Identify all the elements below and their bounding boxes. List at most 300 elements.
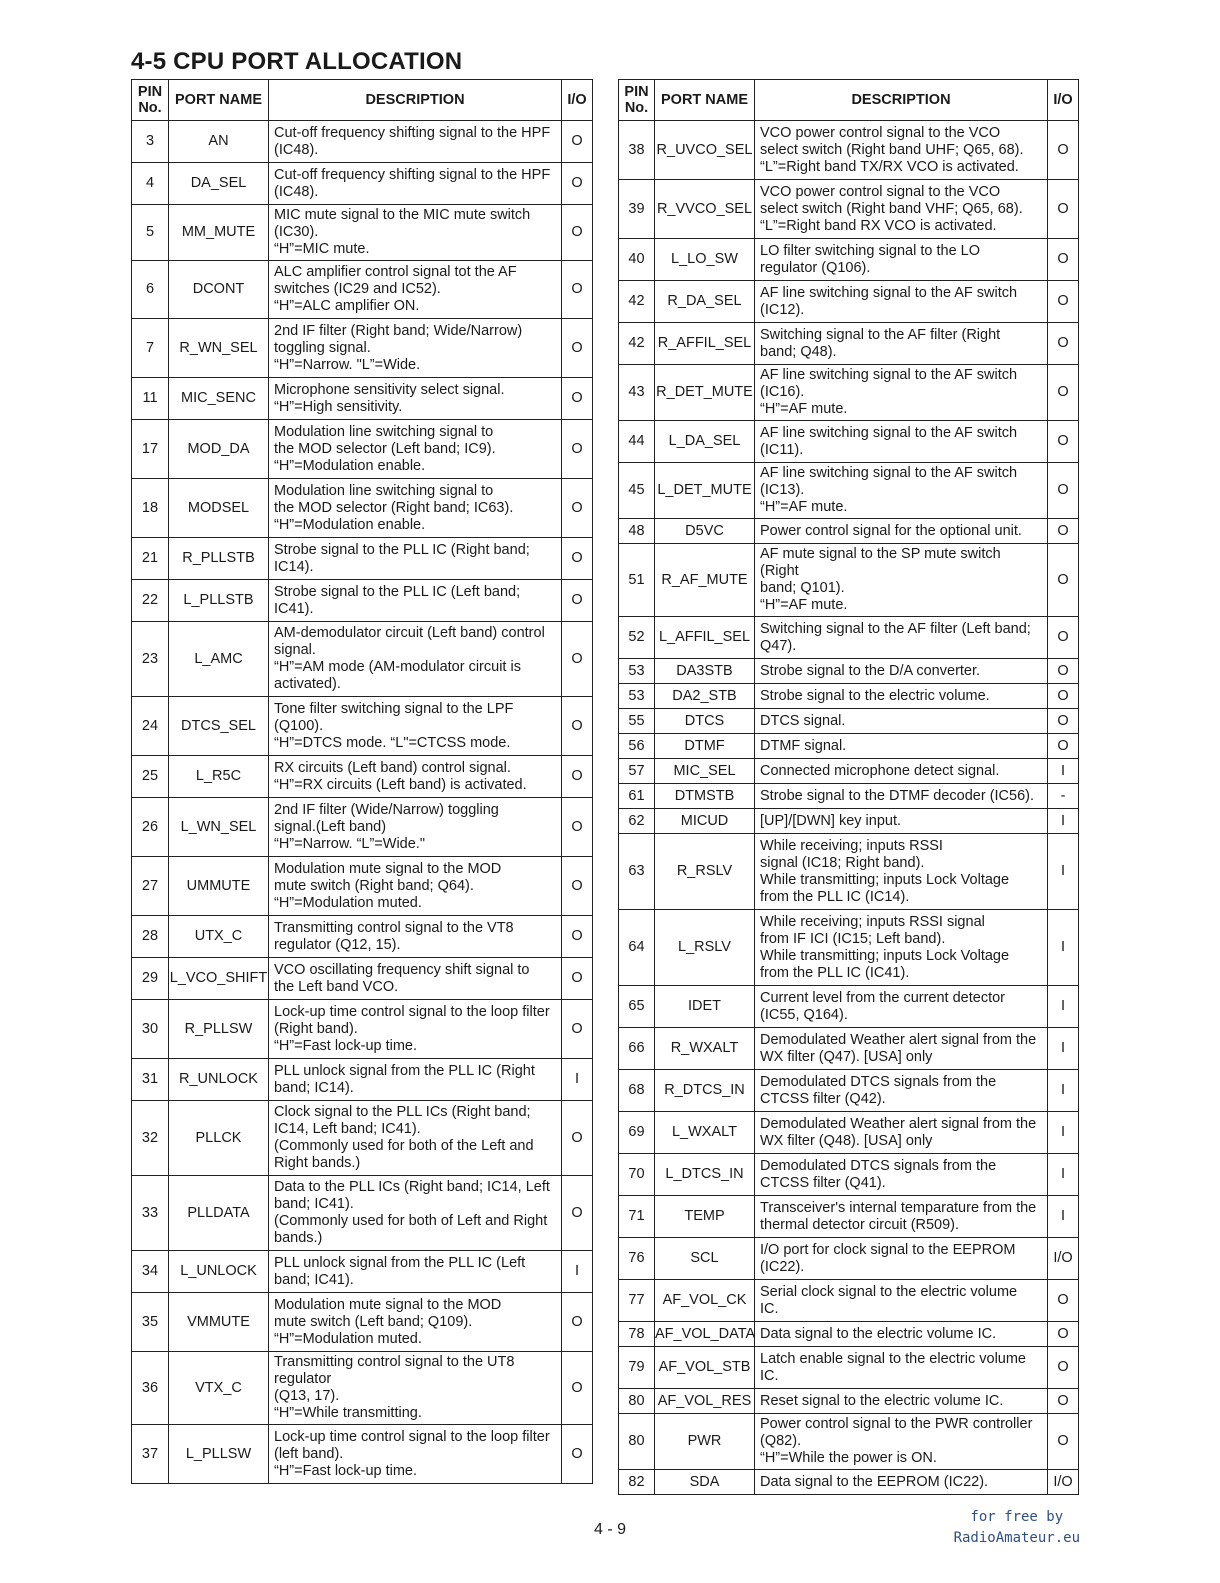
- description-line: IC.: [760, 1367, 779, 1384]
- pin-number: 35: [132, 1293, 169, 1352]
- table-row: [619, 1112, 1079, 1154]
- description-line: Transmitting control signal to the VT8: [274, 919, 514, 936]
- description: [755, 1414, 1048, 1470]
- description: [755, 709, 1048, 734]
- description-line: (Q100).: [274, 717, 324, 734]
- description: [755, 784, 1048, 809]
- port-name: MICUD: [655, 809, 755, 834]
- port-name: PWR: [655, 1414, 755, 1470]
- pin-number: 43: [619, 365, 655, 421]
- io-type: O: [1048, 281, 1079, 323]
- watermark-line: RadioAmateur.eu: [953, 1530, 1080, 1546]
- table-row: [619, 784, 1079, 809]
- description-line: band; Q101).: [760, 580, 845, 596]
- description-line: Demodulated DTCS signals from the: [760, 1157, 997, 1174]
- description-line: thermal detector circuit (R509).: [760, 1216, 960, 1233]
- table-row: [132, 798, 593, 857]
- table-row: [619, 759, 1079, 784]
- description-line: select switch (Right band UHF; Q65, 68).: [760, 141, 1024, 158]
- description: [755, 1238, 1048, 1280]
- description: [755, 734, 1048, 759]
- port-name: L_LO_SW: [655, 239, 755, 281]
- description: [755, 180, 1048, 239]
- description-line: Microphone sensitivity select signal.: [274, 381, 505, 398]
- description-line: “H”=Modulation enable.: [274, 457, 426, 474]
- pin-number: 40: [619, 239, 655, 281]
- description-line: “H”=DTCS mode. “L"=CTCSS mode.: [274, 734, 511, 751]
- port-name: L_RSLV: [655, 910, 755, 986]
- description: [755, 365, 1048, 421]
- table-row: [132, 420, 593, 479]
- table-row: [132, 1000, 593, 1059]
- io-type: I: [1048, 759, 1079, 784]
- pin-number: 18: [132, 479, 169, 538]
- header-io: I/O: [1048, 80, 1079, 121]
- pin-number: 80: [619, 1389, 655, 1414]
- description-line: Transmitting control signal to the UT8 regulator: [274, 1354, 515, 1387]
- description-line: WX filter (Q47). [USA] only: [760, 1048, 933, 1065]
- table-row: [619, 709, 1079, 734]
- table-row: [132, 538, 593, 580]
- description-line: Strobe signal to the PLL IC (Left band;: [274, 583, 521, 600]
- port-name: DTCS: [655, 709, 755, 734]
- description: [269, 916, 562, 958]
- io-type: I: [1048, 1196, 1079, 1238]
- pin-number: 26: [132, 798, 169, 857]
- description: [755, 659, 1048, 684]
- io-type: O: [1048, 239, 1079, 281]
- io-type: O: [1048, 463, 1079, 519]
- pin-number: 32: [132, 1101, 169, 1176]
- pin-number: 68: [619, 1070, 655, 1112]
- description-line: PLL unlock signal from the PLL IC (Left: [274, 1254, 526, 1271]
- description: [755, 834, 1048, 910]
- description: [755, 1322, 1048, 1347]
- description-line: AF line switching signal to the AF switch (IC13).: [760, 465, 1018, 498]
- io-type: O: [562, 958, 593, 1000]
- port-name: AF_VOL_DATA: [655, 1322, 755, 1347]
- pin-number: 44: [619, 421, 655, 463]
- table-header-row: [132, 80, 593, 121]
- description-line: Serial clock signal to the electric volume: [760, 1283, 1018, 1300]
- description-line: Modulation line switching signal to: [274, 423, 494, 440]
- io-type: O: [1048, 1280, 1079, 1322]
- pin-number: 42: [619, 281, 655, 323]
- port-name: MOD_DA: [169, 420, 269, 479]
- description-line: band; IC41).: [274, 1271, 354, 1288]
- port-name: R_RSLV: [655, 834, 755, 910]
- port-name: PLLCK: [169, 1101, 269, 1176]
- port-name: DA3STB: [655, 659, 755, 684]
- description-line: signal (IC18; Right band).: [760, 854, 925, 871]
- table-row: [619, 1389, 1079, 1414]
- port-name: R_DET_MUTE: [655, 365, 755, 421]
- description-line: 2nd IF filter (Wide/Narrow) toggling: [274, 801, 499, 818]
- pin-number: 31: [132, 1059, 169, 1101]
- port-name: PLLDATA: [169, 1176, 269, 1251]
- description: [755, 684, 1048, 709]
- table-row: [132, 121, 593, 163]
- description-line: Data signal to the EEPROM (IC22).: [760, 1473, 989, 1490]
- description: [755, 1280, 1048, 1322]
- description-line: “H”=Narrow. “L”=Wide.": [274, 835, 425, 852]
- description: [755, 910, 1048, 986]
- pin-number: 17: [132, 420, 169, 479]
- port-name: R_DTCS_IN: [655, 1070, 755, 1112]
- description-line: “H”=Fast lock-up time.: [274, 1462, 418, 1479]
- description-line: from the PLL IC (IC14).: [760, 888, 910, 905]
- description: [269, 857, 562, 916]
- description-line: IC14, Left band; IC41).: [274, 1121, 421, 1137]
- port-name: R_DA_SEL: [655, 281, 755, 323]
- pin-number: 42: [619, 323, 655, 365]
- table-row: [619, 684, 1079, 709]
- io-type: O: [1048, 544, 1079, 617]
- table-header-row: [619, 80, 1079, 121]
- description-line: Cut-off frequency shifting signal to the HPF: [274, 124, 551, 141]
- io-type: O: [562, 205, 593, 261]
- table-row: [619, 121, 1079, 180]
- watermark: [954, 1507, 1080, 1549]
- table-row: [619, 180, 1079, 239]
- port-name: L_R5C: [169, 756, 269, 798]
- description-line: Cut-off frequency shifting signal to the HPF: [274, 166, 551, 183]
- io-type: O: [1048, 519, 1079, 544]
- pin-number: 23: [132, 622, 169, 697]
- description-line: signal.: [274, 642, 316, 658]
- port-name: R_PLLSW: [169, 1000, 269, 1059]
- description-line: Reset signal to the electric volume IC.: [760, 1392, 1004, 1409]
- header-pin: PIN No.: [132, 80, 169, 121]
- port-name: L_PLLSW: [169, 1425, 269, 1484]
- table-row: [619, 834, 1079, 910]
- pin-number: 38: [619, 121, 655, 180]
- description-line: “H”=Modulation enable.: [274, 516, 426, 533]
- table-row: [619, 519, 1079, 544]
- description-line: AF mute signal to the SP mute switch (Right: [760, 546, 1001, 579]
- port-name: L_AMC: [169, 622, 269, 697]
- port-name: L_VCO_SHIFT: [169, 958, 269, 1000]
- io-type: O: [562, 121, 593, 163]
- pin-number: 62: [619, 809, 655, 834]
- pin-number: 48: [619, 519, 655, 544]
- io-type: O: [1048, 1414, 1079, 1470]
- pin-number: 29: [132, 958, 169, 1000]
- description: [269, 1000, 562, 1059]
- table-row: [619, 544, 1079, 617]
- table-row: [619, 1238, 1079, 1280]
- table-row: [132, 1251, 593, 1293]
- description: [269, 1101, 562, 1176]
- page-title: 4-5 CPU PORT ALLOCATION: [131, 48, 463, 75]
- port-table-left: [131, 79, 593, 1484]
- description: [269, 121, 562, 163]
- table-row: [619, 659, 1079, 684]
- description-line: Transceiver's internal temparature from the: [760, 1199, 1037, 1216]
- io-type: O: [562, 1352, 593, 1425]
- pin-number: 61: [619, 784, 655, 809]
- description-line: Clock signal to the PLL ICs (Right band;: [274, 1104, 531, 1120]
- port-name: MODSEL: [169, 479, 269, 538]
- description-line: toggling signal.: [274, 339, 371, 356]
- description-line: Modulation line switching signal to: [274, 482, 494, 499]
- pin-number: 21: [132, 538, 169, 580]
- description: [269, 1176, 562, 1251]
- pin-number: 34: [132, 1251, 169, 1293]
- description: [269, 319, 562, 378]
- description-line: AF line switching signal to the AF switch (IC16).: [760, 367, 1018, 400]
- pin-number: 76: [619, 1238, 655, 1280]
- io-type: O: [1048, 365, 1079, 421]
- description-line: Connected microphone detect signal.: [760, 762, 1000, 779]
- description-line: DTCS signal.: [760, 712, 846, 729]
- pin-number: 30: [132, 1000, 169, 1059]
- description: [269, 1352, 562, 1425]
- description: [755, 519, 1048, 544]
- description: [755, 1470, 1048, 1495]
- description-line: AF line switching signal to the AF switch: [760, 284, 1018, 301]
- description-line: mute switch (Right band; Q64).: [274, 877, 474, 894]
- description-line: (Commonly used for both of the Left and: [274, 1138, 534, 1154]
- pin-number: 5: [132, 205, 169, 261]
- description-line: (Q82).: [760, 1433, 802, 1449]
- description: [269, 958, 562, 1000]
- header-description: DESCRIPTION: [269, 80, 562, 121]
- io-type: O: [562, 1293, 593, 1352]
- description-line: Lock-up time control signal to the loop filter: [274, 1003, 550, 1020]
- description-line: “H”=While transmitting.: [274, 1405, 422, 1421]
- io-type: I: [562, 1059, 593, 1101]
- pin-number: 64: [619, 910, 655, 986]
- io-type: O: [562, 1425, 593, 1484]
- description-line: Lock-up time control signal to the loop filter: [274, 1428, 550, 1445]
- description-line: (IC48).: [274, 141, 319, 158]
- port-name: L_UNLOCK: [169, 1251, 269, 1293]
- table-row: [132, 1352, 593, 1425]
- description: [269, 1425, 562, 1484]
- table-row: [132, 916, 593, 958]
- table-row: [619, 1028, 1079, 1070]
- table-row: [619, 1322, 1079, 1347]
- port-name: MIC_SEL: [655, 759, 755, 784]
- description-line: signal.(Left band): [274, 818, 387, 835]
- description-line: CTCSS filter (Q42).: [760, 1090, 886, 1107]
- port-name: L_AFFIL_SEL: [655, 617, 755, 659]
- description-line: the Left band VCO.: [274, 978, 399, 995]
- io-type: O: [1048, 323, 1079, 365]
- pin-number: 36: [132, 1352, 169, 1425]
- description-line: IC41).: [274, 600, 314, 617]
- description-line: (Commonly used for both of Left and Right: [274, 1213, 548, 1229]
- description-line: Strobe signal to the D/A converter.: [760, 662, 981, 679]
- table-row: [132, 580, 593, 622]
- pin-number: 78: [619, 1322, 655, 1347]
- description-line: (Right band).: [274, 1020, 358, 1037]
- io-type: O: [562, 756, 593, 798]
- port-name: L_DTCS_IN: [655, 1154, 755, 1196]
- description-line: PLL unlock signal from the PLL IC (Right: [274, 1062, 535, 1079]
- description-line: “L”=Right band TX/RX VCO is activated.: [760, 158, 1019, 175]
- port-table-right: [618, 79, 1079, 1495]
- description-line: Demodulated Weather alert signal from the: [760, 1031, 1037, 1048]
- description-line: AM-demodulator circuit (Left band) control: [274, 625, 545, 641]
- description: [269, 378, 562, 420]
- description-line: bands.): [274, 1230, 323, 1246]
- description-line: (IC11).: [760, 441, 804, 458]
- pin-number: 22: [132, 580, 169, 622]
- io-type: I: [1048, 1112, 1079, 1154]
- table-row: [132, 756, 593, 798]
- page-number: 4 - 9: [593, 1521, 626, 1538]
- io-type: O: [562, 857, 593, 916]
- description-line: Switching signal to the AF filter (Left band;: [760, 620, 1031, 637]
- description: [269, 205, 562, 261]
- io-type: O: [562, 163, 593, 205]
- io-type: O: [562, 1000, 593, 1059]
- description-line: band; IC14).: [274, 1079, 354, 1096]
- description-line: Modulation mute signal to the MOD: [274, 860, 502, 877]
- pin-number: 39: [619, 180, 655, 239]
- io-type: O: [1048, 180, 1079, 239]
- pin-number: 57: [619, 759, 655, 784]
- description: [755, 617, 1048, 659]
- description-line: Strobe signal to the electric volume.: [760, 687, 990, 704]
- io-type: -: [1048, 784, 1079, 809]
- io-type: O: [562, 420, 593, 479]
- description-line: from IF ICI (IC15; Left band).: [760, 930, 946, 947]
- io-type: O: [562, 538, 593, 580]
- table-row: [132, 1059, 593, 1101]
- table-row: [619, 421, 1079, 463]
- io-type: I: [1048, 1070, 1079, 1112]
- description: [755, 1070, 1048, 1112]
- port-name: AF_VOL_RES: [655, 1389, 755, 1414]
- port-name: L_PLLSTB: [169, 580, 269, 622]
- description: [755, 759, 1048, 784]
- io-type: O: [562, 479, 593, 538]
- description: [755, 239, 1048, 281]
- description-line: regulator (Q106).: [760, 259, 871, 276]
- table-row: [619, 281, 1079, 323]
- table-row: [619, 323, 1079, 365]
- description-line: VCO power control signal to the VCO: [760, 124, 1001, 141]
- io-type: I: [1048, 1028, 1079, 1070]
- port-name: D5VC: [655, 519, 755, 544]
- description-line: “H”=AF mute.: [760, 597, 848, 613]
- description: [755, 809, 1048, 834]
- description: [269, 1293, 562, 1352]
- pin-number: 56: [619, 734, 655, 759]
- port-name: R_UVCO_SEL: [655, 121, 755, 180]
- pin-number: 51: [619, 544, 655, 617]
- description-line: (IC22).: [760, 1258, 805, 1275]
- description: [269, 538, 562, 580]
- io-type: O: [562, 697, 593, 756]
- io-type: O: [1048, 684, 1079, 709]
- table-row: [619, 1196, 1079, 1238]
- pin-number: 52: [619, 617, 655, 659]
- pin-number: 45: [619, 463, 655, 519]
- pin-number: 66: [619, 1028, 655, 1070]
- port-name: UTX_C: [169, 916, 269, 958]
- io-type: I: [1048, 834, 1079, 910]
- description-line: “H”=High sensitivity.: [274, 398, 403, 415]
- table-row: [132, 1176, 593, 1251]
- description: [755, 1028, 1048, 1070]
- description-line: “H”=AF mute.: [760, 401, 848, 417]
- pin-number: 80: [619, 1414, 655, 1470]
- table-row: [132, 622, 593, 697]
- description: [269, 479, 562, 538]
- description-line: “H”=AM mode (AM-modulator circuit is: [274, 659, 521, 675]
- description-line: “H”=ALC amplifier ON.: [274, 298, 420, 314]
- description-line: Strobe signal to the DTMF decoder (IC56).: [760, 787, 1035, 804]
- pin-number: 53: [619, 684, 655, 709]
- description-line: DTMF signal.: [760, 737, 847, 754]
- port-name: IDET: [655, 986, 755, 1028]
- pin-number: 25: [132, 756, 169, 798]
- table-row: [619, 239, 1079, 281]
- description-line: Q47).: [760, 637, 797, 654]
- description: [755, 323, 1048, 365]
- pin-number: 11: [132, 378, 169, 420]
- io-type: O: [562, 798, 593, 857]
- description-line: Strobe signal to the PLL IC (Right band;: [274, 541, 530, 558]
- description: [755, 421, 1048, 463]
- port-name: AF_VOL_STB: [655, 1347, 755, 1389]
- io-type: O: [1048, 421, 1079, 463]
- port-name: MIC_SENC: [169, 378, 269, 420]
- description-line: While receiving; inputs RSSI: [760, 837, 943, 854]
- pin-number: 24: [132, 697, 169, 756]
- description-line: CTCSS filter (Q41).: [760, 1174, 886, 1191]
- description-line: from the PLL IC (IC41).: [760, 964, 910, 981]
- description-line: switches (IC29 and IC52).: [274, 281, 441, 297]
- description-line: “H”=Narrow. "L”=Wide.: [274, 356, 421, 373]
- description-line: Demodulated DTCS signals from the: [760, 1073, 997, 1090]
- io-type: O: [1048, 659, 1079, 684]
- table-row: [619, 365, 1079, 421]
- io-type: O: [562, 261, 593, 319]
- description-line: Tone filter switching signal to the LPF: [274, 700, 514, 717]
- port-name: DTMSTB: [655, 784, 755, 809]
- description-line: Switching signal to the AF filter (Right: [760, 326, 1001, 343]
- io-type: O: [562, 580, 593, 622]
- description-line: Demodulated Weather alert signal from the: [760, 1115, 1037, 1132]
- description-line: band; IC41).: [274, 1196, 354, 1212]
- table-row: [132, 319, 593, 378]
- pin-number: 71: [619, 1196, 655, 1238]
- pin-number: 33: [132, 1176, 169, 1251]
- port-name: VMMUTE: [169, 1293, 269, 1352]
- description-line: (IC12).: [760, 301, 805, 318]
- io-type: O: [562, 1176, 593, 1251]
- description-line: Data signal to the electric volume IC.: [760, 1325, 997, 1342]
- description: [269, 580, 562, 622]
- header-io: I/O: [562, 80, 593, 121]
- pin-number: 28: [132, 916, 169, 958]
- description-line: “H”=RX circuits (Left band) is activated.: [274, 776, 527, 793]
- header-port-name: PORT NAME: [169, 80, 269, 121]
- table-row: [619, 1154, 1079, 1196]
- table-row: [132, 1293, 593, 1352]
- pin-number: 27: [132, 857, 169, 916]
- table-row: [132, 205, 593, 261]
- description-line: ALC amplifier control signal tot the AF: [274, 264, 517, 280]
- description-line: While receiving; inputs RSSI signal: [760, 913, 985, 930]
- header-description: DESCRIPTION: [755, 80, 1048, 121]
- description: [269, 1059, 562, 1101]
